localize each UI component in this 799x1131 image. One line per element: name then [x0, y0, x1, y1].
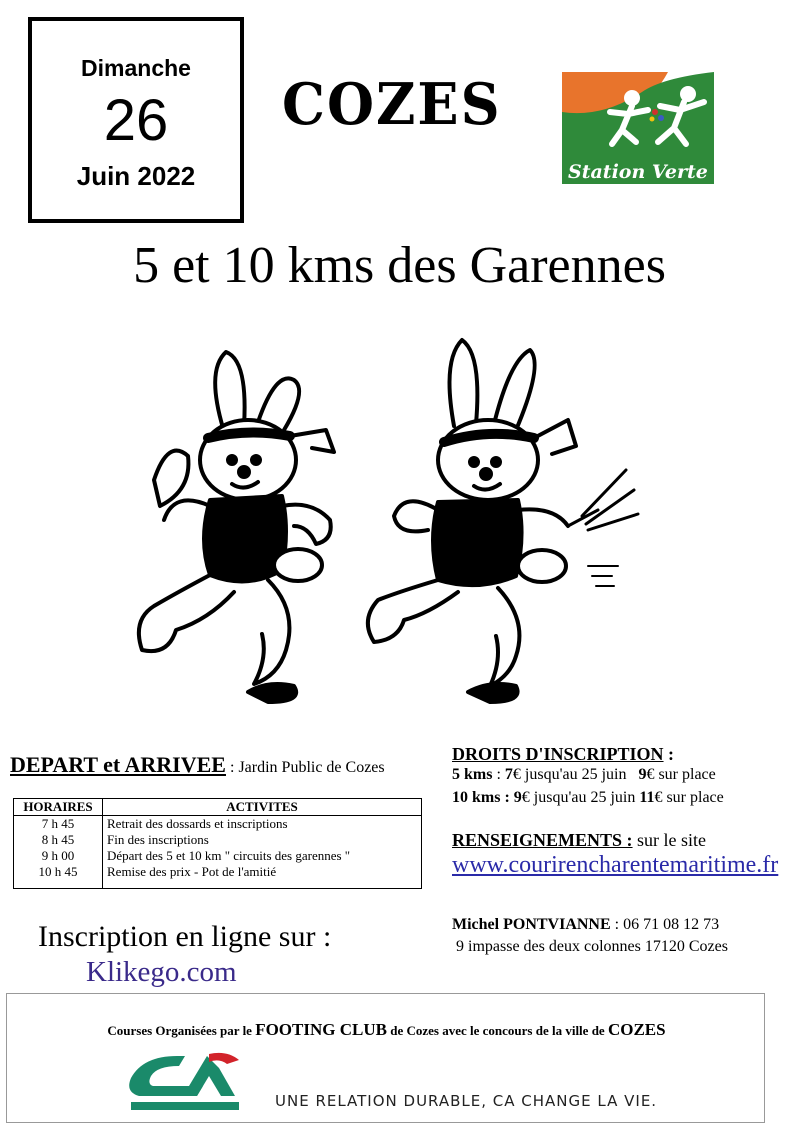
- bank-slogan: UNE RELATION DURABLE, CA CHANGE LA VIE.: [275, 1092, 658, 1110]
- rabbit-right: [368, 340, 638, 702]
- table-row: [14, 832, 422, 848]
- fee-separator: :: [492, 766, 505, 783]
- contact-name: Michel PONTVIANNE: [452, 916, 611, 933]
- schedule-header-activity: ACTIVITES: [103, 799, 422, 816]
- info-text: sur le site: [632, 830, 707, 850]
- schedule-header-row: [14, 799, 422, 816]
- online-registration-label: Inscription en ligne sur :: [38, 920, 332, 953]
- fee-10km-late-price: 11: [639, 789, 655, 806]
- schedule-time: 7 h 45: [14, 816, 103, 833]
- fees-title-text: DROITS D'INSCRIPTION: [452, 744, 664, 764]
- date-month-year: Juin 2022: [76, 161, 196, 191]
- fee-5km-late-price: 9: [638, 766, 647, 783]
- date-box: [28, 17, 244, 223]
- table-row: [14, 864, 422, 889]
- fee-separator: :: [500, 789, 514, 806]
- organizer-town: COZES: [607, 1020, 666, 1039]
- departure-label: DEPART et ARRIVEE: [10, 752, 226, 777]
- online-registration-link[interactable]: Klikego.com: [86, 956, 237, 988]
- schedule-activity: Départ des 5 et 10 km " circuits des garennes ": [107, 848, 351, 863]
- schedule-activity: Retrait des dossards et inscriptions: [107, 816, 288, 831]
- schedule-header-time: HORAIRES: [14, 799, 103, 816]
- running-rabbits-illustration: [98, 330, 698, 725]
- organizer-middle: de Cozes avec le concours de la ville de: [386, 1023, 608, 1038]
- fee-5km-line: [452, 766, 716, 784]
- fee-5km-distance: 5 kms: [452, 766, 493, 783]
- contact-address: 9 impasse des deux colonnes 17120 Cozes: [456, 938, 728, 955]
- fees-title-suffix: :: [663, 744, 675, 764]
- town-title: COZES: [282, 70, 502, 138]
- fee-10km-early-price: 9: [513, 789, 522, 806]
- contact-phone: : 06 71 08 12 73: [610, 916, 720, 933]
- fee-5km-late-text: € sur place: [646, 766, 716, 783]
- schedule-activity: Fin des inscriptions: [107, 832, 209, 847]
- fee-10km-distance: 10 kms: [452, 789, 501, 806]
- info-title: RENSEIGNEMENTS :: [452, 830, 633, 850]
- date-day: Dimanche: [81, 55, 191, 81]
- organizer-prefix: Courses Organisées par le: [107, 1023, 256, 1038]
- fee-5km-early-text: € jusqu'au 25 juin: [512, 766, 627, 783]
- fees-title: [452, 744, 674, 765]
- organizer-line: [7, 1020, 766, 1040]
- fee-5km-early-price: 7: [504, 766, 513, 783]
- date-number: 26: [103, 88, 169, 153]
- schedule-time: 8 h 45: [14, 832, 103, 848]
- departure-place: Jardin Public de Cozes: [238, 759, 385, 776]
- schedule-time: 9 h 00: [14, 848, 103, 864]
- info-website-link[interactable]: www.courirencharentemaritime.fr: [452, 852, 779, 878]
- contact-line: [452, 916, 719, 934]
- fee-10km-line: [452, 789, 724, 807]
- departure-line: [10, 752, 385, 778]
- rabbit-left: [139, 352, 334, 702]
- footer-box: [6, 993, 765, 1123]
- table-row: [14, 816, 422, 833]
- info-line: [452, 830, 706, 851]
- fee-10km-early-text: € jusqu'au 25 juin: [521, 789, 640, 806]
- fee-10km-late-text: € sur place: [654, 789, 724, 806]
- departure-separator: :: [225, 759, 239, 776]
- schedule-activity: Remise des prix - Pot de l'amitié: [107, 864, 277, 879]
- station-verte-logo: [562, 72, 714, 184]
- schedule-table: [13, 798, 422, 889]
- station-verte-text: Station Verte: [568, 161, 708, 183]
- table-row: [14, 848, 422, 864]
- schedule-time: 10 h 45: [14, 864, 103, 889]
- organizer-club: FOOTING CLUB: [255, 1020, 387, 1039]
- event-title: 5 et 10 kms des Garennes: [133, 237, 666, 294]
- credit-agricole-logo: [123, 1052, 247, 1114]
